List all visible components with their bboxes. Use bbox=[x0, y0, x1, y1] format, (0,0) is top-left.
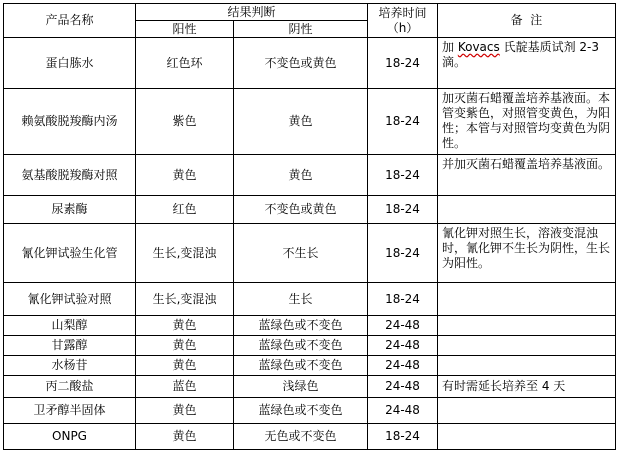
cell-note bbox=[438, 424, 616, 450]
cell-product: 赖氨酸脱羧酶内汤 bbox=[4, 89, 136, 155]
header-time-unit: （h） bbox=[386, 20, 419, 35]
cell-positive: 黄色 bbox=[136, 155, 234, 196]
table-row bbox=[4, 283, 616, 316]
header-row bbox=[4, 4, 616, 21]
header-positive: 阳性 bbox=[136, 21, 234, 38]
cell-positive: 红色环 bbox=[136, 38, 234, 89]
cell-positive: 黄色 bbox=[136, 316, 234, 336]
table-row bbox=[4, 224, 616, 283]
cell-time: 24-48 bbox=[368, 398, 438, 424]
cell-negative: 蓝绿色或不变色 bbox=[234, 356, 368, 376]
cell-note: 氰化钾对照生长，溶液变混浊时，氰化钾不生长为阴性，生长为阳性。 bbox=[438, 224, 616, 283]
cell-negative: 浅绿色 bbox=[234, 376, 368, 398]
cell-negative: 不变色或黄色 bbox=[234, 38, 368, 89]
cell-note bbox=[438, 196, 616, 224]
header-product: 产品名称 bbox=[4, 4, 136, 38]
cell-product: ONPG bbox=[4, 424, 136, 450]
header-note: 备 注 bbox=[438, 4, 616, 38]
cell-time: 18-24 bbox=[368, 283, 438, 316]
cell-note: 加灭菌石蜡覆盖培养基液面。本管变紫色，对照管变黄色，为阳性；本管与对照管均变黄色为阴性。 bbox=[438, 89, 616, 155]
cell-negative: 蓝绿色或不变色 bbox=[234, 398, 368, 424]
cell-product: 氨基酸脱羧酶对照 bbox=[4, 155, 136, 196]
document-page bbox=[3, 3, 616, 450]
cell-positive: 黄色 bbox=[136, 398, 234, 424]
cell-product: 山梨醇 bbox=[4, 316, 136, 336]
table-row bbox=[4, 316, 616, 336]
cell-product: 氰化钾试验生化管 bbox=[4, 224, 136, 283]
cell-negative: 不生长 bbox=[234, 224, 368, 283]
cell-note: 并加灭菌石蜡覆盖培养基液面。 bbox=[438, 155, 616, 196]
cell-product: 丙二酸盐 bbox=[4, 376, 136, 398]
header-time-label: 培养时间 bbox=[378, 5, 427, 20]
table-row bbox=[4, 196, 616, 224]
cell-negative: 不变色或黄色 bbox=[234, 196, 368, 224]
cell-negative: 黄色 bbox=[234, 89, 368, 155]
header-result: 结果判断 bbox=[136, 4, 368, 21]
cell-positive: 生长,变混浊 bbox=[136, 283, 234, 316]
cell-product: 尿素酶 bbox=[4, 196, 136, 224]
cell-product: 卫矛醇半固体 bbox=[4, 398, 136, 424]
biochemical-test-table bbox=[3, 3, 616, 450]
cell-time: 18-24 bbox=[368, 224, 438, 283]
cell-time: 24-48 bbox=[368, 356, 438, 376]
cell-time: 24-48 bbox=[368, 336, 438, 356]
cell-note bbox=[438, 336, 616, 356]
header-negative: 阴性 bbox=[234, 21, 368, 38]
cell-note bbox=[438, 38, 616, 89]
cell-positive: 黄色 bbox=[136, 336, 234, 356]
cell-time: 18-24 bbox=[368, 424, 438, 450]
cell-product: 水杨苷 bbox=[4, 356, 136, 376]
cell-note bbox=[438, 398, 616, 424]
table-row bbox=[4, 376, 616, 398]
cell-positive: 黄色 bbox=[136, 424, 234, 450]
cell-product: 蛋白胨水 bbox=[4, 38, 136, 89]
cell-positive: 红色 bbox=[136, 196, 234, 224]
note-text: 加 bbox=[442, 40, 458, 54]
cell-note bbox=[438, 316, 616, 336]
note-reagent-name: Kovacs bbox=[457, 40, 500, 54]
cell-time: 18-24 bbox=[368, 38, 438, 89]
cell-positive: 紫色 bbox=[136, 89, 234, 155]
cell-negative: 无色或不变色 bbox=[234, 424, 368, 450]
cell-positive: 生长,变混浊 bbox=[136, 224, 234, 283]
cell-note bbox=[438, 356, 616, 376]
cell-time: 18-24 bbox=[368, 196, 438, 224]
table-row bbox=[4, 336, 616, 356]
cell-note: 有时需延长培养至 4 天 bbox=[438, 376, 616, 398]
table-row bbox=[4, 38, 616, 89]
cell-time: 24-48 bbox=[368, 376, 438, 398]
note-text: 氏靛基质试剂 2-3 滴。 bbox=[442, 40, 599, 69]
header-time bbox=[368, 4, 438, 38]
cell-negative: 生长 bbox=[234, 283, 368, 316]
cell-time: 18-24 bbox=[368, 89, 438, 155]
table-row bbox=[4, 89, 616, 155]
cell-note bbox=[438, 283, 616, 316]
table-row bbox=[4, 398, 616, 424]
table-row bbox=[4, 356, 616, 376]
cell-time: 18-24 bbox=[368, 155, 438, 196]
cell-product: 甘露醇 bbox=[4, 336, 136, 356]
cell-negative: 蓝绿色或不变色 bbox=[234, 336, 368, 356]
cell-product: 氰化钾试验对照 bbox=[4, 283, 136, 316]
cell-negative: 黄色 bbox=[234, 155, 368, 196]
cell-time: 24-48 bbox=[368, 316, 438, 336]
table-row bbox=[4, 424, 616, 450]
table-row bbox=[4, 155, 616, 196]
cell-negative: 蓝绿色或不变色 bbox=[234, 316, 368, 336]
cell-positive: 蓝色 bbox=[136, 376, 234, 398]
cell-positive: 黄色 bbox=[136, 356, 234, 376]
